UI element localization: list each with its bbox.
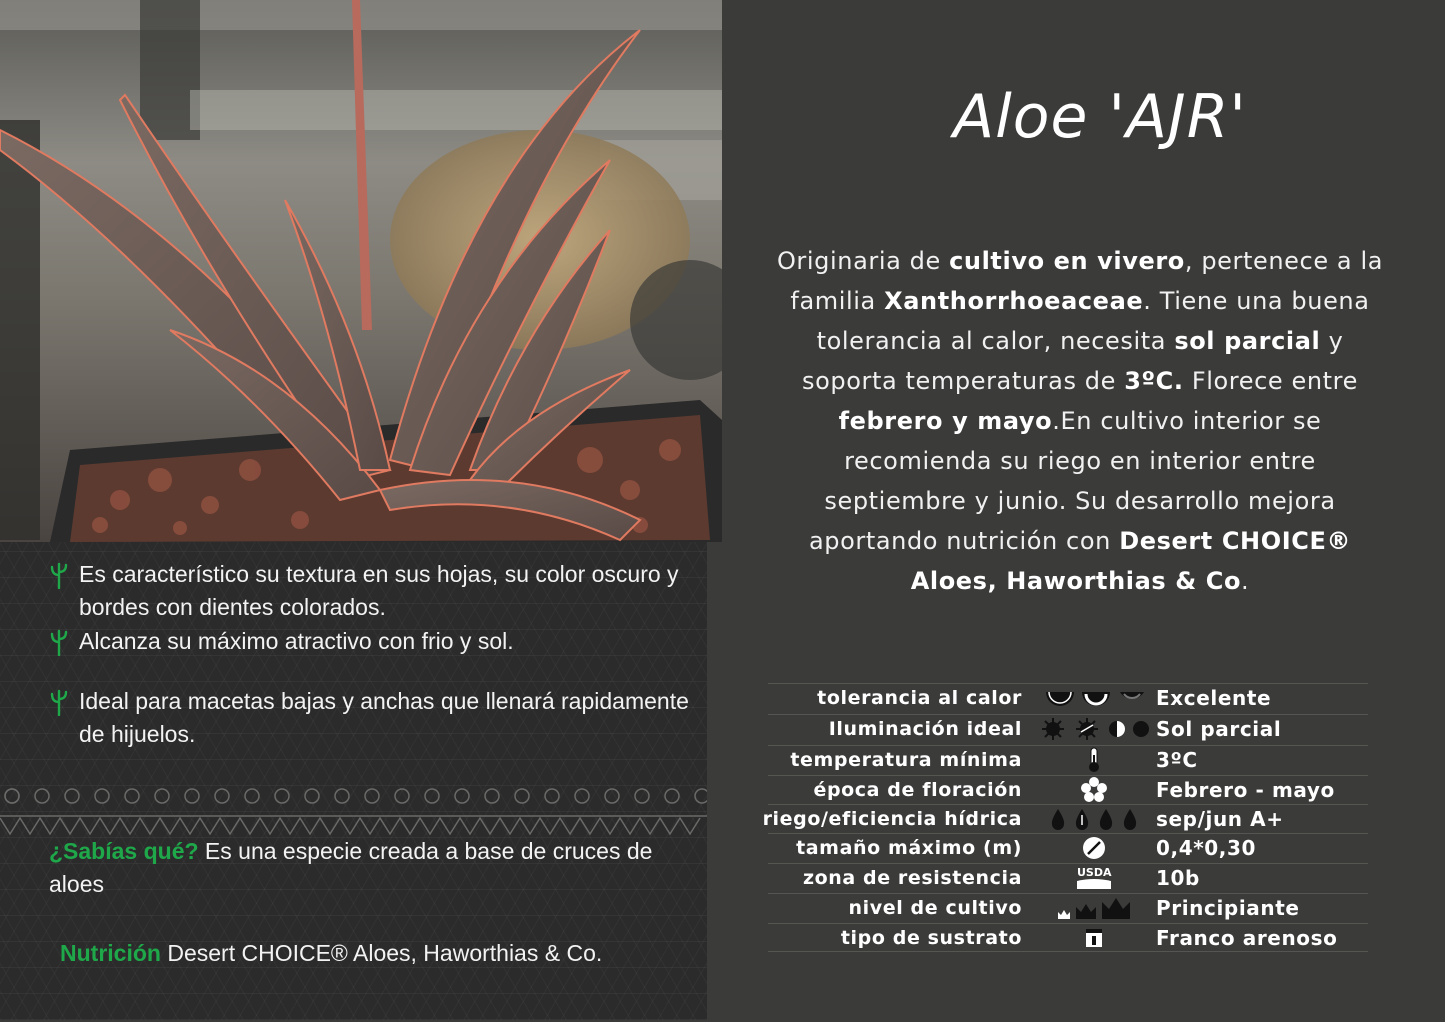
feature-bullet-2 xyxy=(48,625,708,658)
description-bold: sol parcial xyxy=(1174,327,1321,355)
flower-icon xyxy=(1034,776,1154,804)
description-text: , pertenece a la familia xyxy=(790,247,1384,315)
heat-tolerance-icons xyxy=(1034,684,1154,712)
description-bold: 3ºC. xyxy=(1124,367,1184,395)
nutrition-text: Desert CHOICE® Aloes, Haworthias & Co. xyxy=(160,940,603,966)
description-bold: Desert CHOICE® Aloes, Haworthias & Co xyxy=(910,527,1352,595)
description-text: Florece entre xyxy=(1183,367,1358,395)
size-icon xyxy=(1082,836,1106,860)
description-text: .En cultivo interior se recomienda su riego en interior entre septiembre y junio. Su desarrollo mejora aportando nutrición con xyxy=(808,407,1336,555)
row-value: 10b xyxy=(1156,866,1200,890)
feature-bullet-1 xyxy=(48,558,708,624)
usda-text: USDA xyxy=(1077,866,1112,879)
size-icon xyxy=(1034,834,1154,862)
table-row-hardiness xyxy=(768,863,1368,891)
aloe-plant-illustration xyxy=(0,0,722,542)
row-label: zona de resistencia xyxy=(802,867,1022,889)
table-bottom-rule xyxy=(768,951,1368,952)
row-value: Sol parcial xyxy=(1156,717,1282,741)
row-label: tolerancia al calor xyxy=(817,687,1022,709)
description-text: y soporta temperaturas de xyxy=(802,327,1344,395)
table-row-temperature xyxy=(768,745,1368,773)
flower-icon xyxy=(1081,777,1107,803)
row-label: Iluminación ideal xyxy=(828,718,1022,740)
water-drop-icons xyxy=(1034,805,1154,833)
feature-text: Alcanza su máximo atractivo con frio y sol. xyxy=(79,628,514,654)
sun-icon xyxy=(1039,717,1149,741)
row-value: Febrero - mayo xyxy=(1156,778,1335,802)
crown-icons xyxy=(1034,894,1154,922)
row-value: Principiante xyxy=(1156,896,1300,920)
usda-icon xyxy=(1076,865,1112,891)
thermometer-icon xyxy=(1034,746,1154,774)
usda-icon xyxy=(1034,864,1154,892)
row-value: Franco arenoso xyxy=(1156,926,1338,950)
plant-photo xyxy=(0,0,722,542)
did-you-know xyxy=(49,835,709,901)
nutrition-note xyxy=(60,937,710,970)
description-text: . xyxy=(1241,567,1250,595)
substrate-icon xyxy=(1034,924,1154,952)
cactus-icon xyxy=(48,688,70,716)
row-value: Excelente xyxy=(1156,686,1272,710)
nutrition-label: Nutrición xyxy=(60,940,161,966)
cactus-icon xyxy=(48,561,70,589)
did-you-know-label: ¿Sabías qué? xyxy=(49,838,199,864)
row-value: sep/jun A+ xyxy=(1156,807,1284,831)
thermometer-icon xyxy=(1087,747,1101,773)
row-value: 0,4*0,30 xyxy=(1156,836,1257,860)
row-value: 3ºC xyxy=(1156,748,1198,772)
row-label: nivel de cultivo xyxy=(848,897,1022,919)
row-label: temperatura mínima xyxy=(790,749,1022,771)
description-paragraph xyxy=(770,241,1390,601)
table-row-light xyxy=(768,714,1368,742)
cactus-icon xyxy=(48,628,70,656)
row-label: tamaño máximo (m) xyxy=(796,837,1022,859)
heat-gauge-icon xyxy=(1044,686,1144,710)
table-row-size xyxy=(768,833,1368,861)
table-row-flowering xyxy=(768,775,1368,803)
description-bold: febrero y mayo xyxy=(838,407,1053,435)
crown-icon xyxy=(1056,895,1132,921)
description-text: Originaria de xyxy=(776,247,950,275)
feature-bullet-3 xyxy=(48,685,708,751)
did-you-know-text: Es una especie creada a base de cruces de aloes xyxy=(49,838,653,897)
description-text: . Tiene una buena tolerancia al calor, necesita xyxy=(816,287,1370,355)
row-label: riego/eficiencia hídrica xyxy=(762,808,1022,830)
table-row-substrate xyxy=(768,923,1368,951)
table-row-watering xyxy=(762,804,1368,832)
page-title: Aloe 'AJR' xyxy=(953,82,1247,152)
light-icons xyxy=(1034,715,1154,743)
substrate-icon xyxy=(1085,927,1103,949)
decorative-pattern-band xyxy=(0,782,707,842)
table-row-level xyxy=(768,893,1368,921)
table-row-heat xyxy=(768,683,1368,711)
description-bold: cultivo en vivero xyxy=(949,247,1185,275)
feature-text: Es característico su textura en sus hojas, su color oscuro y bordes con dientes colorados. xyxy=(79,561,679,620)
description-bold: Xanthorrhoeaceae xyxy=(884,287,1144,315)
feature-text: Ideal para macetas bajas y anchas que llenará rapidamente de hijuelos. xyxy=(79,688,689,747)
row-label: época de floración xyxy=(813,779,1022,801)
row-label: tipo de sustrato xyxy=(840,927,1022,949)
water-drop-icon xyxy=(1048,807,1140,831)
